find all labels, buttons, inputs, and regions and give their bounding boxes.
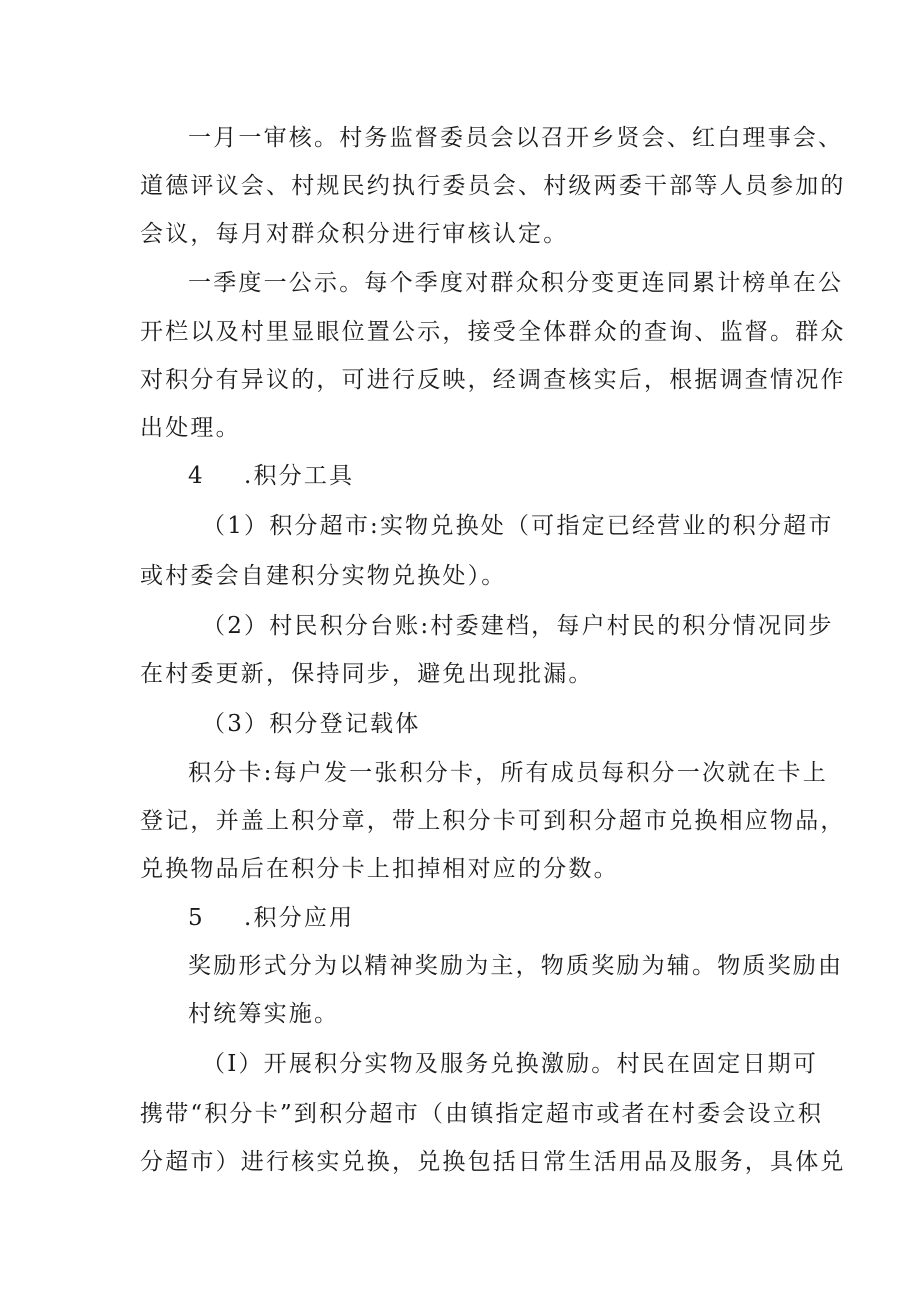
item-3-line-1: （3）积分登记载体 — [202, 711, 421, 737]
paragraph-2-line-3: 对积分有异议的，可进行反映，经调查核实后，根据调查情况作 — [140, 367, 846, 393]
reward-line-1: 奖励形式分为以精神奖励为主，物质奖励为辅。物质奖励由 — [188, 953, 844, 979]
points-card-line-3: 兑换物品后在积分卡上扣掉相对应的分数。 — [140, 856, 619, 882]
item-i-line-1: （I）开展积分实物及服务兑换激励。村民在固定日期可 — [202, 1051, 819, 1077]
paragraph-1-line-1: 一月一审核。村务监督委员会以召开乡贤会、红白理事会、 — [188, 125, 844, 151]
points-card-line-1: 积分卡:每户发一张积分卡，所有成员每积分一次就在卡上 — [188, 760, 828, 786]
item-i-line-2: 携带“积分卡”到积分超市（由镇指定超市或者在村委会设立积 — [140, 1101, 824, 1127]
paragraph-2-line-4: 出处理。 — [140, 415, 241, 441]
reward-line-2: 村统筹实施。 — [188, 1001, 340, 1027]
section-heading-5-text: .积分应用 — [244, 905, 355, 931]
section-heading-4-number: 4 — [188, 463, 203, 489]
item-1-line-2: 或村委会自建积分实物兑换处）。 — [140, 563, 507, 589]
paragraph-1-line-2: 道德评议会、村规民约执行委员会、村级两委干部等人员参加的 — [140, 173, 846, 199]
section-heading-4-text: .积分工具 — [244, 463, 355, 489]
item-1-line-1: （1）积分超市:实物兑换处（可指定已经营业的积分超市 — [202, 513, 834, 539]
item-2-line-2: 在村委更新，保持同步，避免出现批漏。 — [140, 661, 594, 687]
item-2-line-1: （2）村民积分台账:村委建档，每户村民的积分情况同步 — [202, 613, 834, 639]
item-i-line-3: 分超市）进行核实兑换，兑换包括日常生活用品及服务，具体兑 — [140, 1149, 846, 1175]
paragraph-1-line-3: 会议，每月对群众积分进行审核认定。 — [140, 221, 569, 247]
paragraph-2-line-1: 一季度一公示。每个季度对群众积分变更连同累计榜单在公 — [188, 270, 844, 296]
paragraph-2-line-2: 开栏以及村里显眼位置公示，接受全体群众的查询、监督。群众 — [140, 319, 846, 345]
points-card-line-2: 登记，并盖上积分章，带上积分卡可到积分超市兑换相应物品， — [140, 808, 846, 834]
section-heading-5-number: 5 — [188, 905, 203, 931]
